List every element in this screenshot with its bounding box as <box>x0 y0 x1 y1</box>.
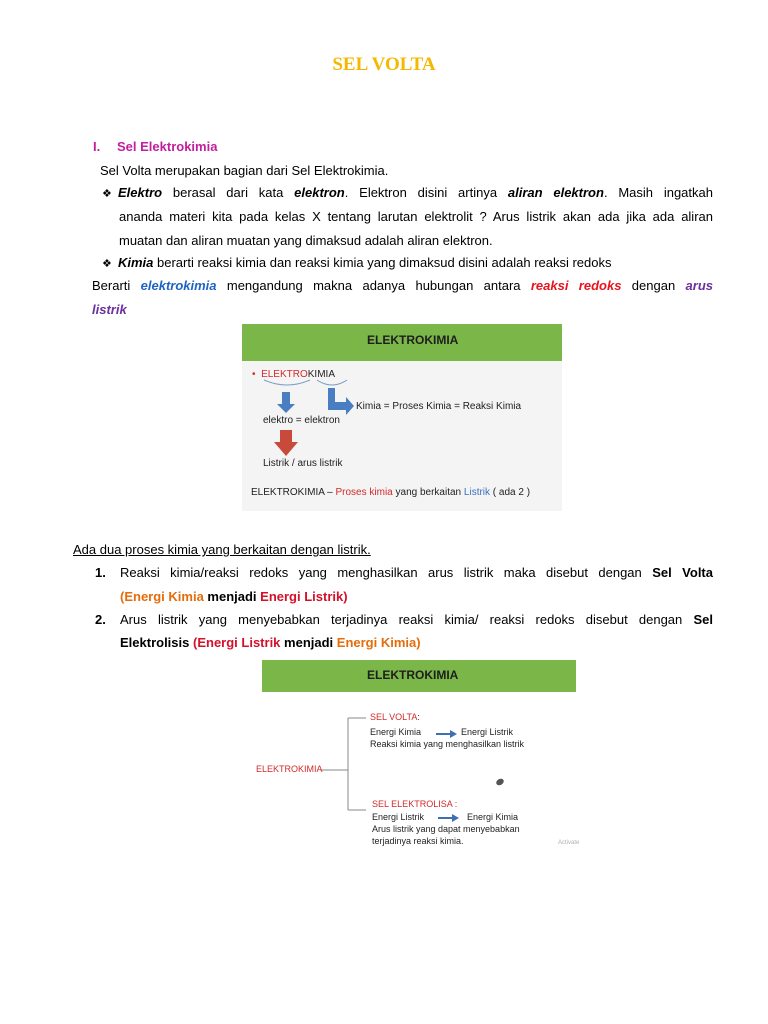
red-down-arrow-icon <box>274 430 298 456</box>
elektrokimia-word: • ELEKTROKIMIA <box>252 369 335 380</box>
volta-arrow-icon <box>436 730 457 738</box>
list-item-1-line1: 1. Reaksi kimia/reaksi redoks yang menghasilkan arus listrik maka disebut dengan Sel Volta <box>95 565 713 580</box>
figure-header-text: ELEKTROKIMIA <box>367 333 459 347</box>
section-number: I. <box>93 139 101 154</box>
diamond-bullet-icon: ❖ <box>102 258 112 270</box>
bullet-elektro-line3: muatan dan aliran muatan yang dimaksud adalah aliran elektron. <box>119 233 493 248</box>
elektrolisa-from: Energi Listrik <box>372 812 425 822</box>
list-item-1-line2: (Energi Kimia menjadi Energi Listrik) <box>120 589 348 604</box>
blue-right-arrow-icon <box>328 388 354 415</box>
page-title: SEL VOLTA <box>332 54 436 75</box>
elektrolisa-desc2: terjadinya reaksi kimia. <box>372 836 464 846</box>
diamond-bullet-icon: ❖ <box>102 188 112 200</box>
process-intro: Ada dua proses kimia yang berkaitan dengan listrik. <box>73 542 371 557</box>
bullet-elektro-line2: ananda materi kita pada kelas X tentang larutan elektrolit ? Arus listrik akan ada jika ada aliran <box>119 209 713 224</box>
elektrokimia-figure-1 <box>242 324 562 511</box>
volta-desc: Reaksi kimia yang menghasilkan listrik <box>370 739 525 749</box>
volta-to: Energi Listrik <box>461 727 514 737</box>
intro-text: Sel Volta merupakan bagian dari Sel Elektrokimia. <box>100 163 389 178</box>
meaning-line2: listrik <box>92 302 127 317</box>
kimia-equation: Kimia = Proses Kimia = Reaksi Kimia <box>356 401 522 412</box>
cursor-icon <box>495 777 505 786</box>
list-item-2-line1: 2. Arus listrik yang menyebabkan terjadinya reaksi kimia/ reaksi redoks disebut dengan Sel <box>95 612 713 627</box>
elektrolisa-arrow-icon <box>438 814 459 822</box>
figure-header-text: ELEKTROKIMIA <box>367 668 459 682</box>
kimia-bracket <box>317 380 347 385</box>
elektrolisa-desc1: Arus listrik yang dapat menyebabkan <box>372 824 520 834</box>
elektrolisa-title: SEL ELEKTROLISA : <box>372 799 458 809</box>
figure1-footer: ELEKTROKIMIA – Proses kimia yang berkaitan Listrik ( ada 2 ) <box>251 487 531 498</box>
elektro-equation: elektro = elektron <box>263 415 340 426</box>
section-heading <box>93 139 217 154</box>
watermark-text: Activate <box>558 840 580 846</box>
root-label: ELEKTROKIMIA <box>256 764 323 774</box>
volta-from: Energi Kimia <box>370 727 422 737</box>
elektrolisa-to: Energi Kimia <box>467 812 519 822</box>
listrik-label: Listrik / arus listrik <box>263 458 343 469</box>
volta-title: SEL VOLTA: <box>370 712 420 722</box>
meaning-line1: Berarti elektrokimia mengandung makna adanya hubungan antara reaksi redoks dengan arus <box>92 278 713 293</box>
bullet-elektro-line1: ❖ Elektro berasal dari kata elektron. Elektron disini artinya aliran elektron. Masih ingatkah <box>102 185 713 200</box>
elektro-bracket <box>264 380 310 385</box>
blue-down-arrow-icon <box>277 392 295 413</box>
elektrokimia-figure-2 <box>252 660 580 853</box>
section-title: Sel Elektrokimia <box>117 139 218 154</box>
list-item-2-line2: Elektrolisis (Energi Listrik menjadi Energi Kimia) <box>120 635 421 650</box>
bullet-kimia: ❖ Kimia berarti reaksi kimia dan reaksi kimia yang dimaksud disini adalah reaksi redoks <box>102 255 612 270</box>
